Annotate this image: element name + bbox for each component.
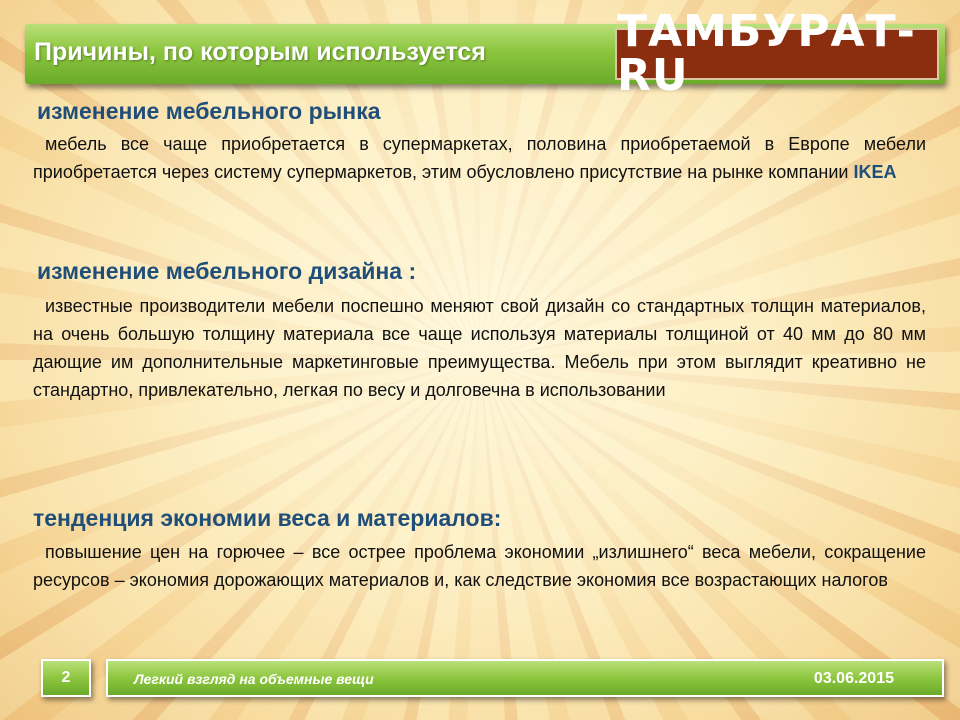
footer-caption: Легкий взгляд на объемные вещи <box>134 671 374 687</box>
paragraph-design-change: известные производители мебели поспешно меняют свой дизайн со стандартных толщин материалов, на очень большую толщину материала все чаще используя материалы толщиной от 40 мм до 80 мм дающие им дополнительные маркетинговые преимущества. Мебель при этом выглядит креативно не стандартно, привлекательно, легкая по весу и долговечна в использовании <box>33 296 926 400</box>
paragraph-market-change-text: мебель все чаще приобретается в супермаркетах, половина приобретаемой в Европе мебели приобретается через систему супермаркетов, этим обусловлено присутствие на рынке компании <box>33 134 926 182</box>
page-number-box <box>41 659 91 697</box>
brand-ikea: IKEA <box>853 162 897 182</box>
tamburat-logo <box>615 6 939 101</box>
footer-bar <box>106 659 944 697</box>
title-bar <box>25 6 945 101</box>
heading-design-change: изменение мебельного дизайна : <box>37 258 417 284</box>
paragraph-weight-economy: повышение цен на горючее – все острее проблема экономии „излишнего“ веса мебели, сокращение ресурсов – экономия дорожающих материалов и, как следствие экономия все возрастающих налогов <box>33 542 926 590</box>
slide-title: Причины, по которым используется <box>34 38 486 66</box>
logo-text: ТАМБУРАТ-RU <box>617 6 916 101</box>
page-number: 2 <box>61 669 71 686</box>
heading-weight-economy: тенденция экономии веса и материалов: <box>33 505 502 531</box>
heading-market-change: изменение мебельного рынка <box>37 98 381 124</box>
paragraph-market-change <box>33 130 926 186</box>
footer-date: 03.06.2015 <box>813 670 894 687</box>
